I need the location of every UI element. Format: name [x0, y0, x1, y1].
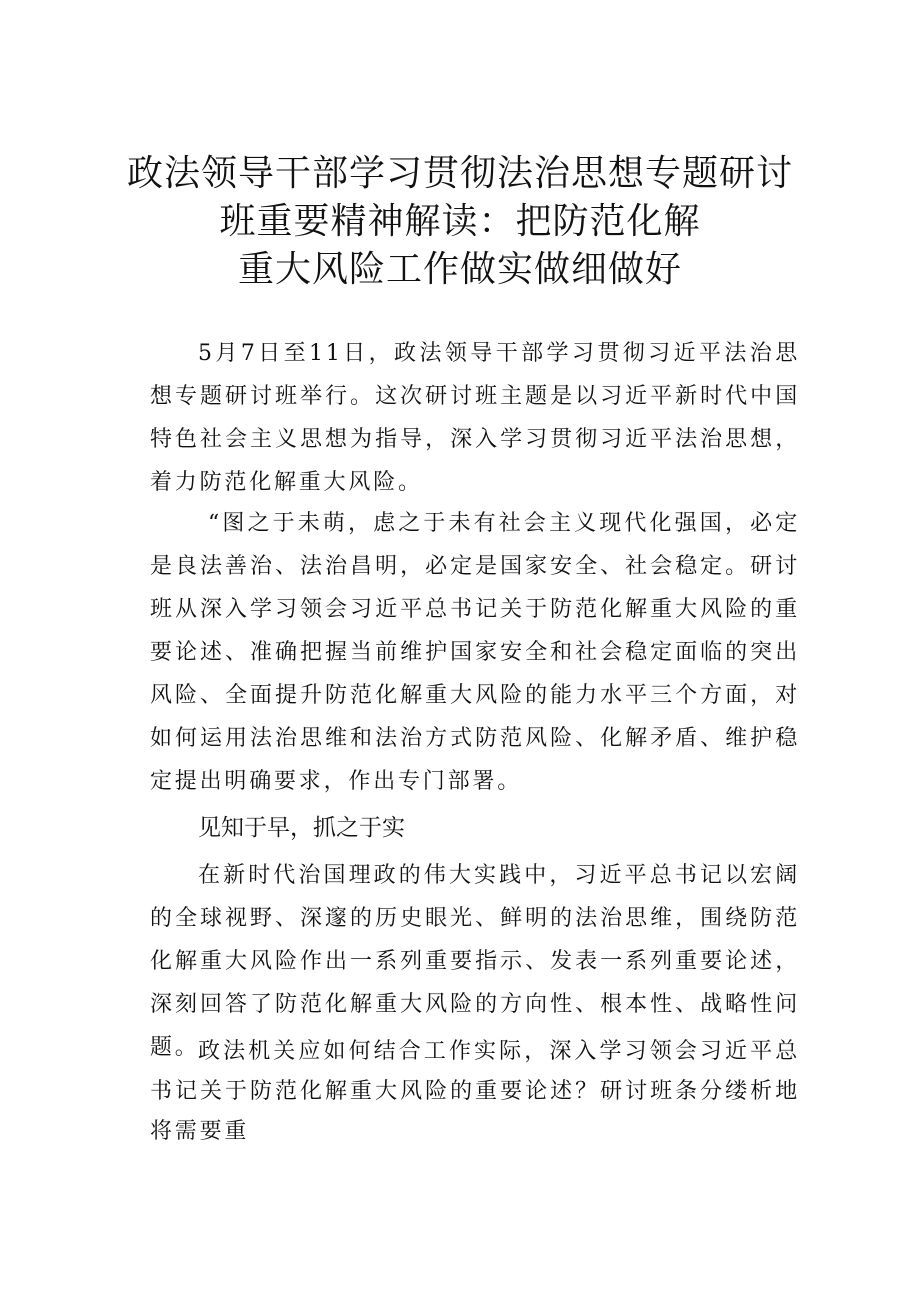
paragraph-quote: “图之于未萌，虑之于未有社会主义现代化强国，必定是良法善治、法治昌明，必定是国家安全、社会稳定。研讨班从深入学习领会习近平总书记关于防范化解重大风险的重要论述、准确把握当前维护国家安全和社会稳定面临的突出风险、全面提升防范化解重大风险的能力水平三个方面，对如何运用法治思维和法治方式防范风险、化解矛盾、维护稳定提出明确要求，作出专门部署。: [150, 511, 800, 794]
paragraph-intro: 5月7日至11日，政法领导干部学习贯彻习近平法治思想专题研讨班举行。这次研讨班主题是以习近平新时代中国特色社会主义思想为指导，深入学习贯彻习近平法治思想，着力防范化解重大风险。: [150, 341, 800, 495]
section-heading: 见知于早，抓之于实: [198, 815, 405, 841]
title-line-1: 政法领导干部学习贯彻法治思想专题研讨: [126, 153, 793, 194]
paragraph-section-2: 政法机关应如何结合工作实际，深入学习领会习近平总书记关于防范化解重大风险的重要论述？研讨班条分缕析地将需要重: [150, 1039, 800, 1144]
paragraph-section-1: 在新时代治国理政的伟大实践中，习近平总书记以宏阔的全球视野、深邃的历史眼光、鲜明的法治思维，围绕防范化解重大风险作出一系列重要指示、发表一系列重要论述，深刻回答了防范化解重大风险的方向性、根本性、战略性问题。: [150, 863, 800, 1060]
title-line-3: 重大风险工作做实做细做好: [237, 249, 682, 290]
document-title: [120, 150, 800, 294]
title-line-2: 班重要精神解读：把防范化解: [219, 201, 701, 242]
